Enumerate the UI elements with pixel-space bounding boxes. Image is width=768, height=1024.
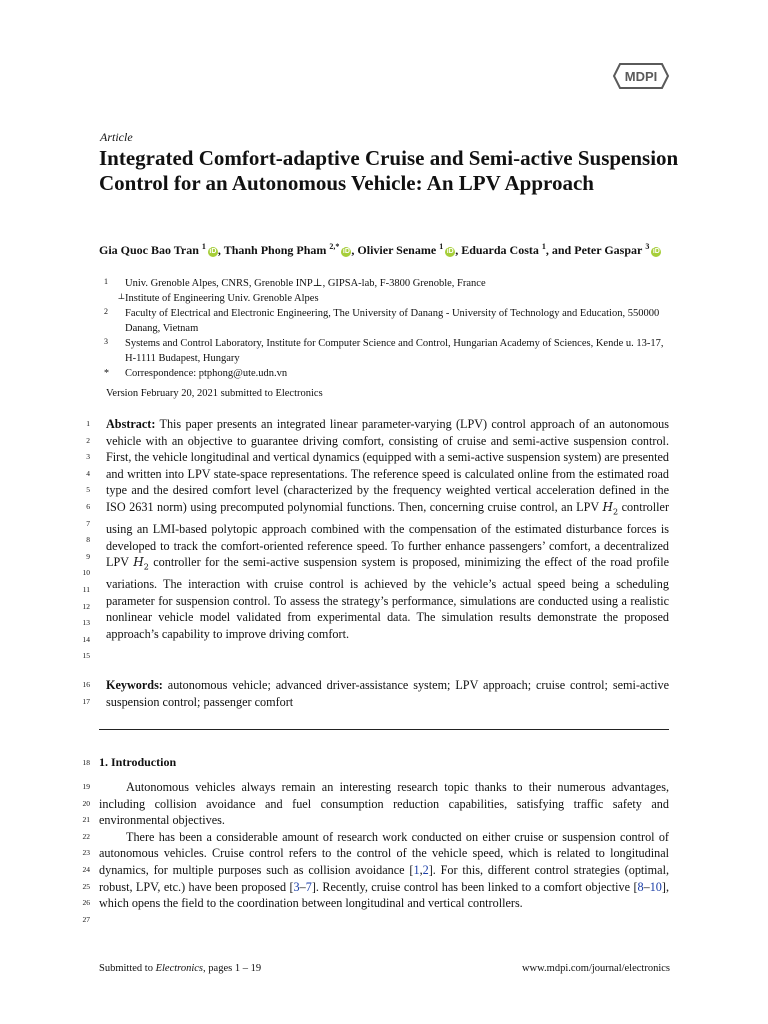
- affiliation-item: ⊥ Institute of Engineering Univ. Grenoble Alpes: [117, 292, 319, 304]
- citation-link[interactable]: 3: [293, 879, 300, 894]
- citation-link[interactable]: 8: [637, 879, 644, 894]
- author-sup: 1: [439, 242, 444, 251]
- keywords: Keywords: autonomous vehicle; advanced driver-assistance system; LPV approach; cruise control; semi-active suspension control; passenger comfort: [106, 678, 669, 709]
- journal-name: Electronics: [155, 963, 204, 974]
- divider: [99, 729, 669, 730]
- citation-link[interactable]: 1: [413, 862, 420, 877]
- orcid-icon[interactable]: iD: [209, 248, 217, 255]
- footer-journal-url[interactable]: www.mdpi.com/journal/electronics: [521, 963, 670, 974]
- author-name: Peter Gaspar: [574, 243, 643, 257]
- author-sup: 1: [541, 242, 546, 251]
- correspondence: * Correspondence: ptphong@ute.udn.vn: [104, 368, 288, 379]
- author-list: Gia Quoc Bao Tran $^1$iD , Thanh Phong Pham $^{2,*}$iD , Olivier Sename $^1$iD , Eduarda Costa $^1$, and Peter Gaspar $^3$iD: [99, 242, 660, 257]
- intro-line-numbers: 19 20 21 22 23 24 25 26 27: [82, 782, 90, 924]
- section-heading-introduction: 1. Introduction: [99, 755, 177, 769]
- author-name: Olivier Sename: [357, 243, 437, 257]
- orcid-icon[interactable]: iD: [652, 248, 660, 255]
- logo-text: MDPI: [624, 69, 658, 84]
- heading-line-number: 18: [82, 758, 90, 767]
- affiliation-item: 3 Systems and Control Laboratory, Institute for Computer Science and Control, Hungarian Academy of Sciences, Kende u. 13-17, H-1111 Budapest, Hungary: [104, 337, 664, 364]
- author-name: Thanh Phong Pham: [223, 243, 327, 257]
- h2-symbol: $H_2$: [602, 499, 619, 517]
- introduction-body: [99, 779, 669, 912]
- footer-submission: Submitted to Electronics, pages 1 – 19: [99, 963, 262, 974]
- paragraph: There has been a considerable amount of research work conducted on either cruise or suspension control of autonomous vehicles. Cruise control refers to the control of the vehicle speed, which is related to longitudinal dynamics, for multiple purposes such as collision avoidance [1,2]. For this, different control strategies (optimal, robust, LPV, etc.) have been proposed [3–7]. Recently, cruise control has been linked to a comfort objective [8–10], which opens the field to the coordination between longitudinal and vertical controllers.: [99, 829, 670, 911]
- abstract-label: Abstract:: [106, 417, 156, 431]
- paragraph: Autonomous vehicles always remain an interesting research topic thanks to their numerous advantages, including collision avoidance and fuel consumption reduction capabilities, satisfying traffic safety and environmental objectives.: [99, 780, 669, 828]
- author-sup: 2,*: [329, 242, 340, 251]
- author-name: Gia Quoc Bao Tran: [99, 243, 199, 257]
- affiliation-item: 2 Faculty of Electrical and Electronic Engineering, The University of Danang - University of Technology and Education, 550000 Danang, Vietnam: [104, 307, 660, 334]
- abstract-line-numbers: 1 2 3 4 5 6 7 8 9 10 11 12 13 14 15: [82, 419, 90, 661]
- version-note: Version February 20, 2021 submitted to Electronics: [106, 388, 323, 399]
- h2-symbol: $H_2$: [133, 555, 149, 572]
- orcid-icon[interactable]: iD: [446, 248, 454, 255]
- affiliations: [104, 276, 674, 381]
- citation-link[interactable]: 10: [649, 879, 662, 894]
- citation-link[interactable]: 2: [422, 862, 429, 877]
- paper-title: Integrated Comfort-adaptive Cruise and Semi-active Suspension Control for an Autonomous Vehicle: An LPV Approach: [99, 146, 679, 195]
- keywords-line-numbers: 16 17: [82, 680, 90, 706]
- keywords-label: Keywords:: [106, 678, 163, 692]
- mdpi-logo: [612, 62, 670, 90]
- abstract: Abstract: This paper presents an integrated linear parameter-varying (LPV) control approach of an autonomous vehicle with an objective to guarantee driving comfort, consisting of cruise and semi-active suspension control. First, the vehicle longitudinal and vertical dynamics (equipped with a semi-active suspension system) are presented and written into LPV state-space representations. The reference speed is calculated online from the estimated road type and the desired comfort level (characterized by the frequency weighted vertical acceleration defined in the ISO 2631 norm) using precomputed polynomial functions. Then, concerning cruise control, an LPV $H_2$ controller using an LMI-based polytopic approach combined with the compensation of the estimated disturbance forces is developed to track the comfort-oriented reference speed. To further enhance passengers’ comfort, a decentralized LPV $H_2$ controller for the semi-active suspension system is proposed, minimizing the effect of the road profile variations. The interaction with cruise control is achieved by the vehicle’s actual speed being a scheduling parameter for suspension control. To assess the strategy’s performance, simulations are conducted using a realistic nonlinear vehicle model validated from experimental data. The simulation results demonstrate the proposed approach’s capability to improve driving comfort.: [106, 417, 670, 641]
- author-sup: 3: [645, 242, 650, 251]
- author-name: Eduarda Costa: [461, 243, 539, 257]
- orcid-icon[interactable]: iD: [342, 248, 350, 255]
- article-type-label: Article: [100, 130, 133, 144]
- affiliation-item: 1 Univ. Grenoble Alpes, CNRS, Grenoble INP⊥, GIPSA-lab, F-3800 Grenoble, France: [104, 277, 486, 289]
- author-sup: 1: [201, 242, 206, 251]
- citation-link[interactable]: 7: [305, 879, 312, 894]
